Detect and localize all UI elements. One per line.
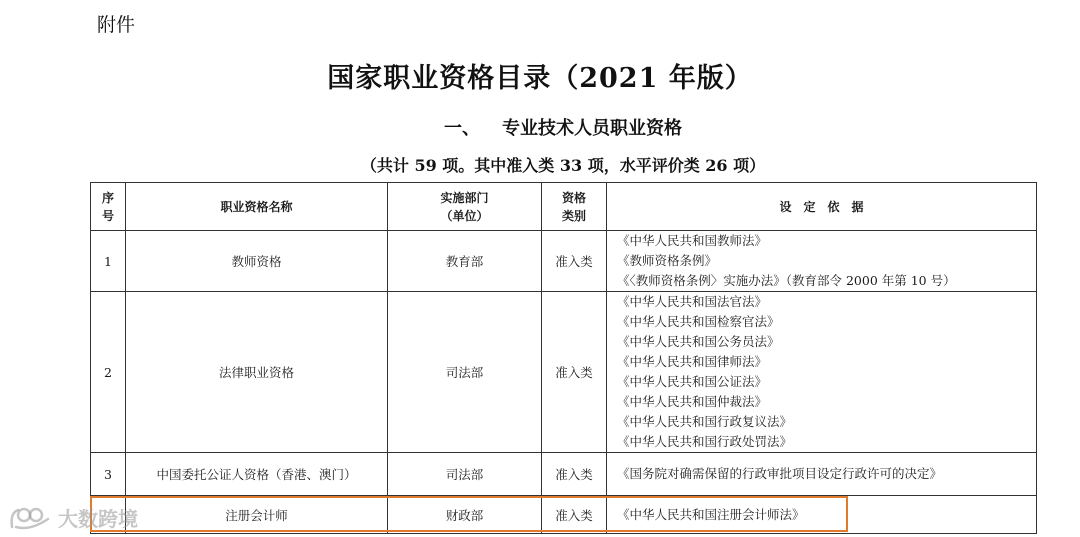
table-row <box>91 292 1037 453</box>
watermark <box>8 503 138 532</box>
row-category: 准入类 <box>542 496 607 534</box>
row-seq: 3 <box>91 453 126 496</box>
row-category: 准入类 <box>542 453 607 496</box>
header-dept-line-2: （单位） <box>440 208 489 223</box>
row-seq: 1 <box>91 231 126 292</box>
watermark-logo-icon <box>8 505 54 531</box>
row-department: 教育部 <box>388 231 542 292</box>
section-number: 一、 <box>444 118 480 139</box>
row-basis <box>607 231 1037 292</box>
row-basis <box>607 292 1037 453</box>
header-seq-line-1: 序 <box>101 190 114 205</box>
header-dept <box>388 183 542 231</box>
watermark-text: 大数跨境 <box>58 507 138 531</box>
table-row <box>91 453 1037 496</box>
header-category-line-1: 资格 <box>561 190 586 205</box>
basis-item: 《中华人民共和国教师法》 <box>617 233 768 248</box>
row-department: 司法部 <box>388 292 542 453</box>
basis-item: 《中华人民共和国公务员法》 <box>617 334 780 349</box>
basis-item: 《国务院对确需保留的行政审批项目设定行政许可的决定》 <box>617 466 943 481</box>
basis-item: 《中华人民共和国仲裁法》 <box>617 394 768 409</box>
table-row <box>91 231 1037 292</box>
header-category-line-2: 类别 <box>561 208 586 223</box>
row-basis <box>607 496 1037 534</box>
row-category: 准入类 <box>542 292 607 453</box>
header-seq <box>91 183 126 231</box>
row-department: 财政部 <box>388 496 542 534</box>
table-header-row <box>91 183 1037 231</box>
section-count-note: （共计 59 项。其中准入类 33 项，水平评价类 26 项） <box>360 156 766 175</box>
row-qualification-name: 教师资格 <box>126 231 388 292</box>
row-department: 司法部 <box>388 453 542 496</box>
row-qualification-name: 中国委托公证人资格（香港、澳门） <box>126 453 388 496</box>
header-seq-line-2: 号 <box>101 208 114 223</box>
basis-item: 《中华人民共和国法官法》 <box>617 294 768 309</box>
row-qualification-name: 注册会计师 <box>126 496 388 534</box>
basis-item: 《中华人民共和国注册会计师法》 <box>617 506 805 522</box>
qualification-table <box>90 182 1037 534</box>
basis-item: 《中华人民共和国行政复议法》 <box>617 414 793 429</box>
header-name: 职业资格名称 <box>126 183 388 231</box>
section-heading <box>0 114 1080 140</box>
basis-item: 《中华人民共和国行政处罚法》 <box>617 434 793 449</box>
table-row <box>91 496 1037 534</box>
section-name: 专业技术人员职业资格 <box>502 118 682 139</box>
basis-item: 《教师资格条例》 <box>617 253 718 268</box>
basis-item: 《〈教师资格条例〉实施办法》（教育部令 2000 年第 10 号） <box>617 273 956 288</box>
row-basis <box>607 453 1037 496</box>
basis-item: 《中华人民共和国公证法》 <box>617 374 768 389</box>
header-category <box>542 183 607 231</box>
row-qualification-name: 法律职业资格 <box>126 292 388 453</box>
basis-item: 《中华人民共和国检察官法》 <box>617 314 780 329</box>
document-title: 国家职业资格目录（2021 年版） <box>327 63 753 94</box>
basis-item: 《中华人民共和国律师法》 <box>617 354 768 369</box>
header-dept-line-1: 实施部门 <box>440 190 489 205</box>
header-basis: 设 定 依 据 <box>607 183 1037 231</box>
attachment-label: 附件 <box>97 14 136 36</box>
row-seq: 2 <box>91 292 126 453</box>
row-category: 准入类 <box>542 231 607 292</box>
